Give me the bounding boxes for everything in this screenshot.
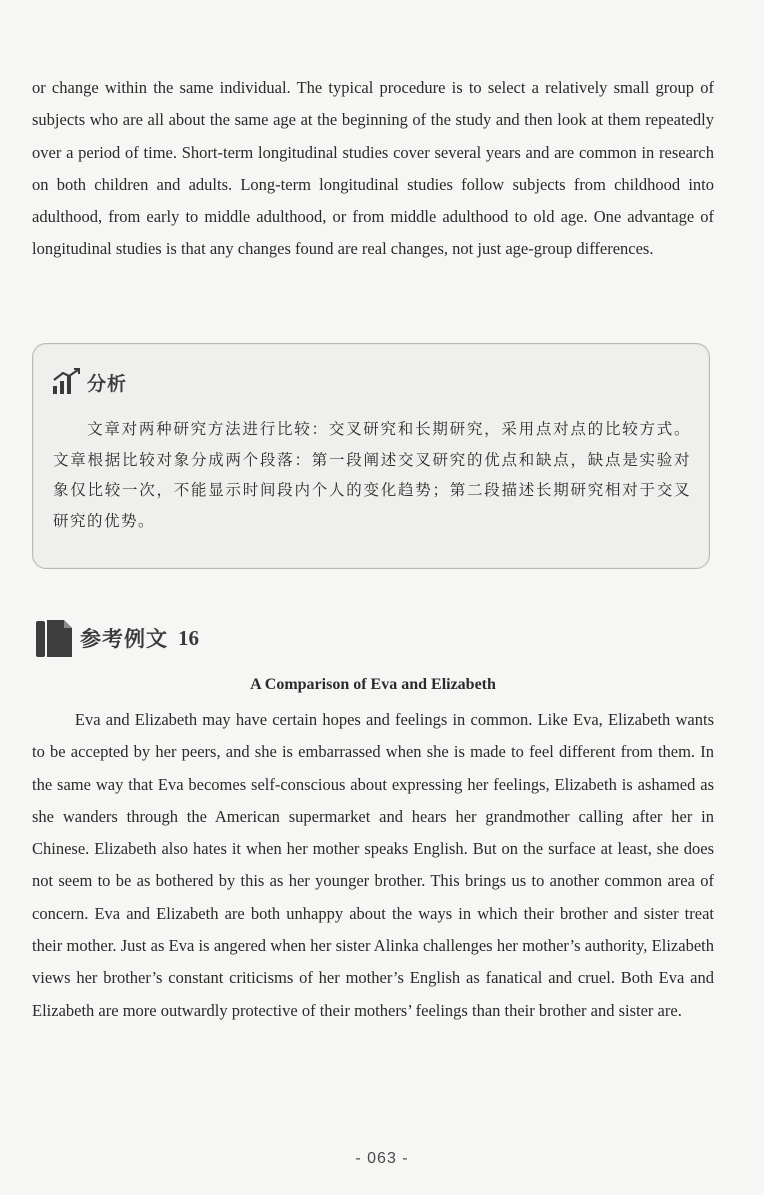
page-number: - 063 - [355,1150,409,1167]
analysis-text: 文章对两种研究方法进行比较：交叉研究和长期研究，采用点对点的比较方式。文章根据比较对象分成两个段落：第一段阐述交叉研究的优点和缺点，缺点是实验对象仅比较一次，不能显示时间段内个人的变化趋势；第二段描述长期研究相对于交叉研究的优势。 [53,420,691,530]
section-header [34,615,199,661]
analysis-header [51,366,127,398]
document-icon [34,617,74,659]
analysis-box [32,343,710,569]
bar-chart-icon [51,368,81,396]
essay-paragraph: Eva and Elizabeth may have certain hopes and feelings in common. Like Eva, Elizabeth wants to be accepted by her peers, and she is embarrassed when she is made to feel different from them. In the same way that Eva becomes self-conscious about expressing her feelings, Elizabeth is ashamed as she wanders through the American supermarket and hears her grandmother calling after her in Chinese. Elizabeth also hates it when her mother speaks English. But on the surface at least, she does not seem to be as bothered by this as her younger brother. This brings us to another common area of concern. Eva and Elizabeth are both unhappy about the ways in which their brother and sister treat their mother. Just as Eva is angered when her sister Alinka challenges her mother’s authority, Elizabeth views her brother’s constant criticisms of her mother’s English as fanatical and cruel. Both Eva and Elizabeth are more outwardly protective of their mothers’ feelings than their brother and sister are. [32,710,714,1020]
body-paragraph: or change within the same individual. The typical procedure is to select a relatively small group of subjects who are all about the same age at the beginning of the study and then look at them repeatedly over a period of time. Short-term longitudinal studies cover several years and are common in research on both children and adults. Long-term longitudinal studies follow subjects from childhood into adulthood, from early to middle adulthood, or from middle adulthood to old age. One advantage of longitudinal studies is that any changes found are real changes, not just age-group differences. [32,78,714,259]
essay-title: A Comparison of Eva and Elizabeth [250,676,496,693]
section-number: 16 [178,625,199,650]
section-title: 参考例文 [80,627,168,651]
analysis-title: 分析 [87,372,128,395]
